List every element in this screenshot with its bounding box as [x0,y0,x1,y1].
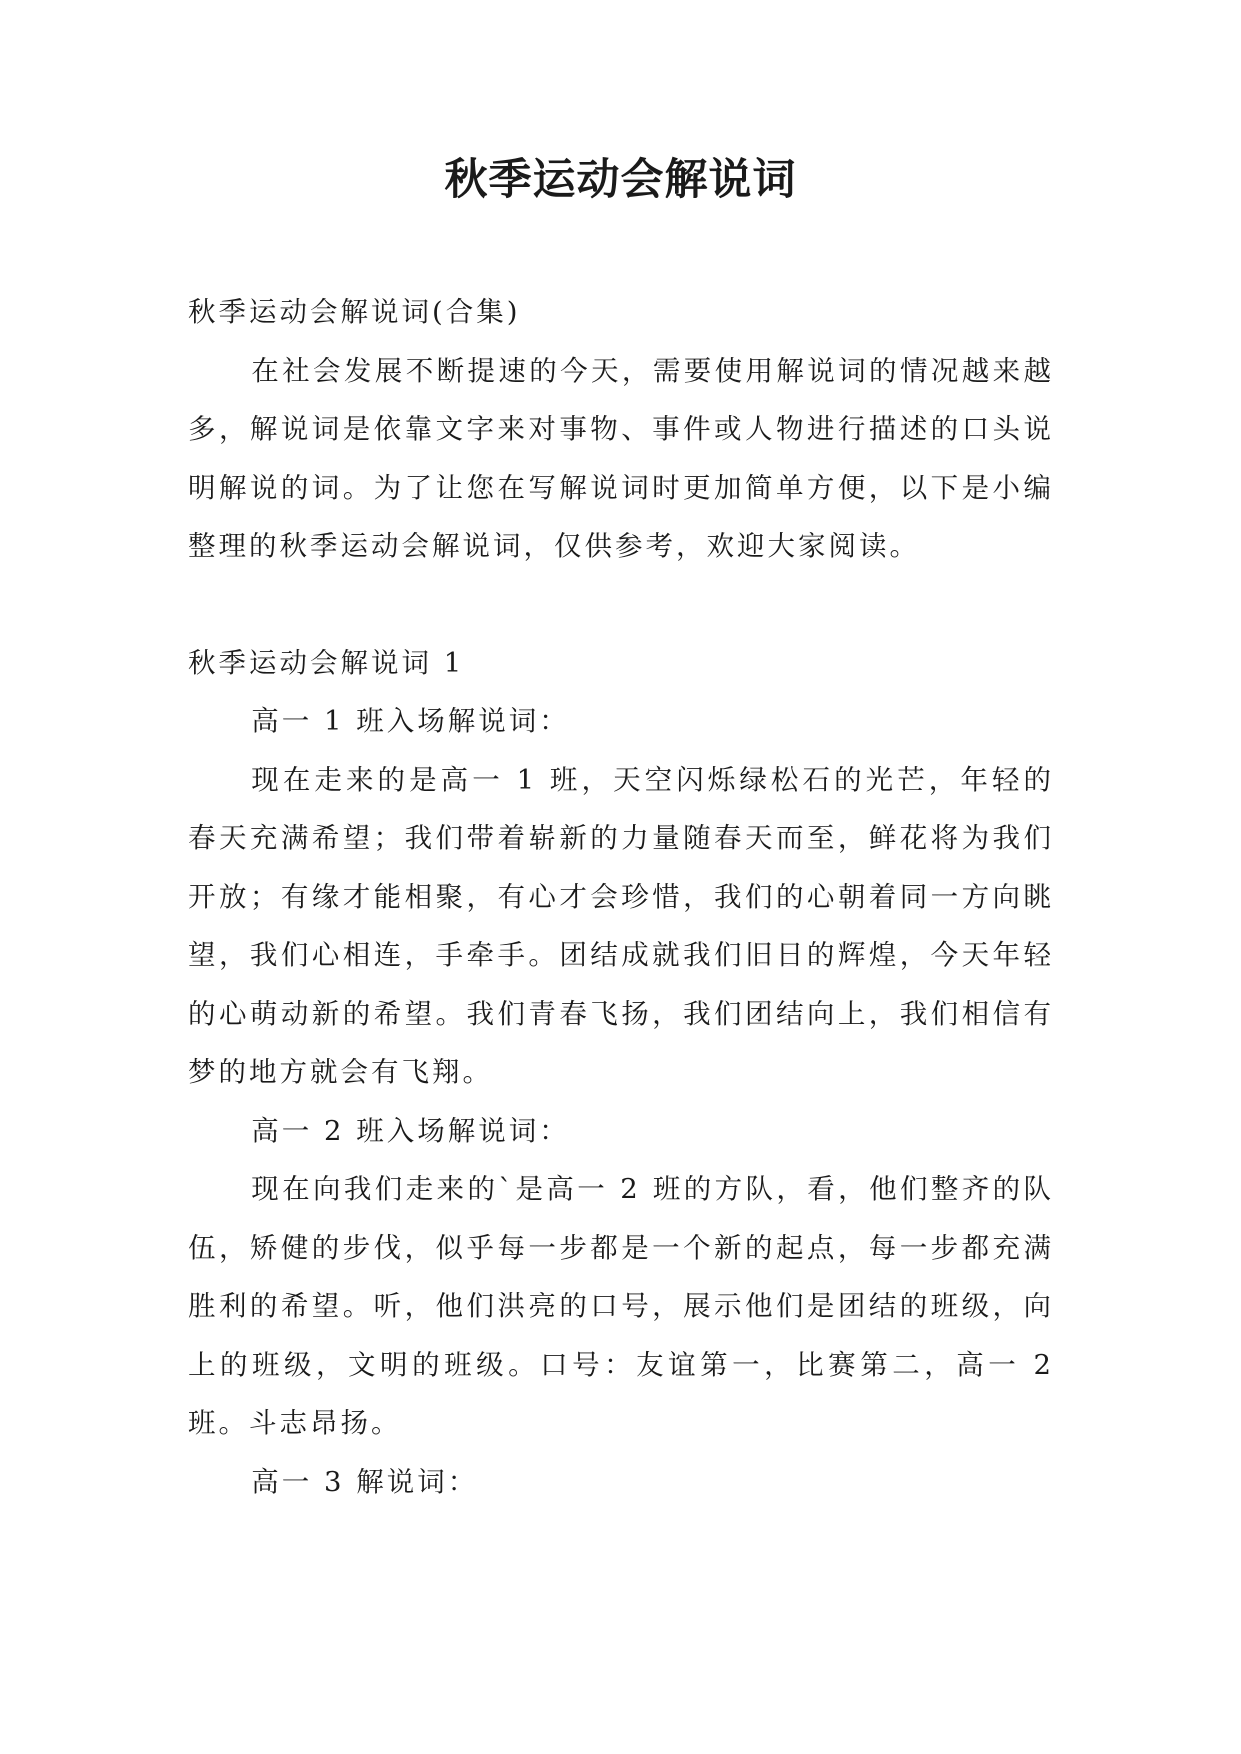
document-subtitle: 秋季运动会解说词(合集) [188,296,521,328]
class1-heading: 高一 1 班入场解说词： [251,705,570,737]
section-spacer [188,576,1054,634]
class3-heading: 高一 3 解说词： [251,1465,479,1498]
class2-heading: 高一 2 班入场解说词： [251,1114,570,1147]
document-title: 秋季运动会解说词 [444,155,797,205]
section-heading: 秋季运动会解说词 1 [188,646,465,679]
class1-paragraph: 现在走来的是高一 1 班，天空闪烁绿松石的光芒，年轻的春天充满希望；我们带着崭新的力量随春天而至，鲜花将为我们开放；有缘才能相聚，有心才会珍惜，我们的心朝着同一方向眺望，我们心相连，手牵手。团结成就我们旧日的辉煌，今天年轻的心萌动新的希望。我们青春飞扬，我们团结向上，我们相信有梦的地方就会有飞翔。 [188,763,1054,1088]
class2-paragraph: 现在向我们走来的`是高一 2 班的方队，看，他们整齐的队伍，矫健的步伐，似乎每一步都是一个新的起点，每一步都充满胜利的希望。听，他们洪亮的口号，展示他们是团结的班级，向上的班级，文明的班级。口号：友谊第一，比赛第二，高一 2 班。斗志昂扬。 [188,1173,1054,1439]
intro-paragraph: 在社会发展不断提速的今天，需要使用解说词的情况越来越多，解说词是依靠文字来对事物、事件或人物进行描述的口头说明解说的词。为了让您在写解说词时更加简单方便，以下是小编整理的秋季运动会解说词，仅供参考，欢迎大家阅读。 [188,354,1054,562]
document-body [188,283,1054,1511]
